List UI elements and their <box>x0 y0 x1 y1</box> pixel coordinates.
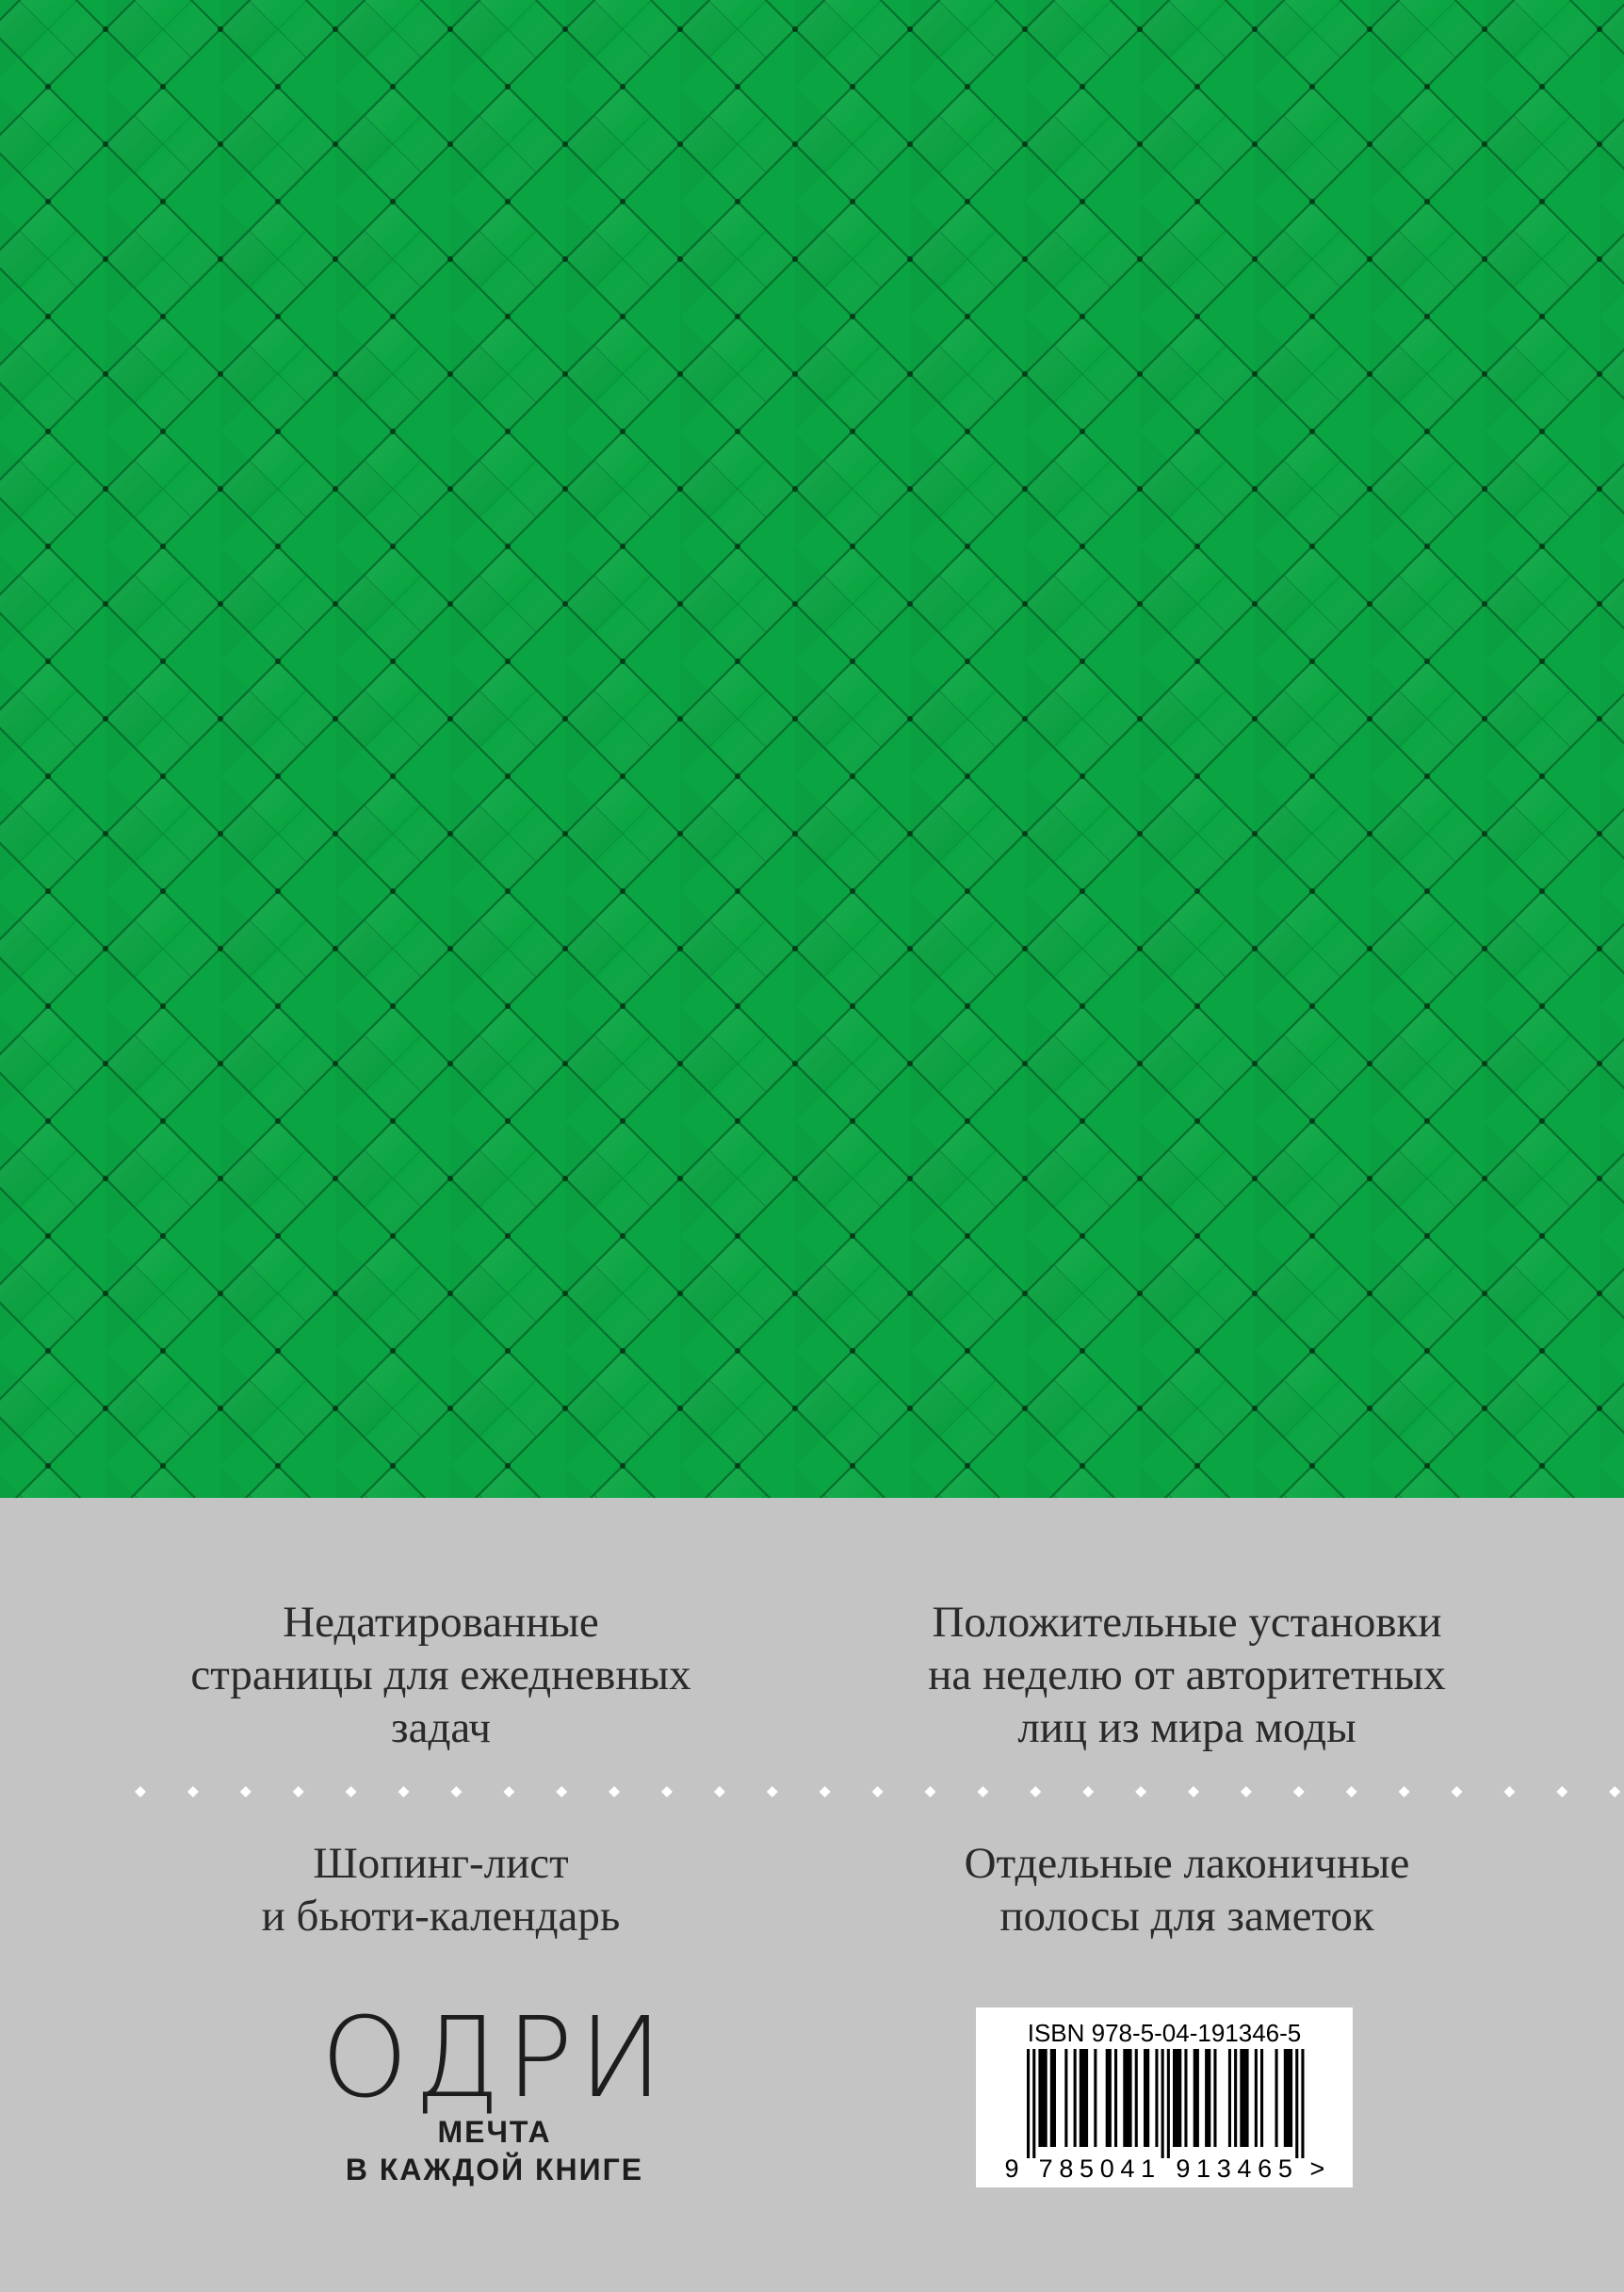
barcode-bar <box>1027 2049 1030 2158</box>
barcode-digit: 1 <box>1141 2154 1156 2183</box>
feature-undated-pages: Недатированные страницы для ежедневных задач <box>190 1598 691 1752</box>
barcode-bar <box>1123 2049 1131 2147</box>
divider-dot <box>1609 1786 1620 1797</box>
barcode-bar <box>1184 2049 1187 2147</box>
barcode-bar <box>1144 2049 1149 2147</box>
barcode-digit: 8 <box>1059 2154 1074 2183</box>
barcode-digit-lead: 9 <box>1004 2154 1019 2183</box>
divider-dot <box>1030 1786 1041 1797</box>
barcode-bar <box>1032 2049 1035 2158</box>
divider-dot <box>240 1786 252 1797</box>
barcode-bar <box>1114 2049 1117 2147</box>
barcode-bar <box>1080 2049 1088 2147</box>
divider-dot <box>556 1786 567 1797</box>
barcode-digit: 6 <box>1258 2154 1273 2183</box>
barcode-bars <box>976 2008 1353 2187</box>
feature-shopping-list: Шопинг-лист и бьюти-календарь <box>261 1839 621 1941</box>
divider-dot <box>1082 1786 1094 1797</box>
tagline-line-1: МЕЧТА <box>437 2115 552 2149</box>
barcode-bar <box>1240 2049 1248 2147</box>
divider-dot <box>1293 1786 1305 1797</box>
divider-dot <box>398 1786 410 1797</box>
barcode-bar <box>1173 2049 1181 2147</box>
isbn-label: ISBN 978-5-04-191346-5 <box>1027 2019 1302 2047</box>
barcode-bar <box>1275 2049 1278 2147</box>
divider-dot <box>1399 1786 1410 1797</box>
barcode-bar <box>1213 2049 1216 2147</box>
barcode-quiet-zone-mark: > <box>1309 2154 1325 2183</box>
divider-dot <box>820 1786 831 1797</box>
divider-dot <box>450 1786 462 1797</box>
tagline-line-2: В КАЖДОЙ КНИГЕ <box>345 2153 644 2186</box>
feature-notes-stripes: Отдельные лаконичные полосы для заметок <box>964 1839 1410 1941</box>
barcode-bar <box>1106 2049 1112 2147</box>
publisher-name: ОДРИ <box>320 1992 669 2122</box>
divider-dot <box>1135 1786 1146 1797</box>
divider-dot <box>872 1786 884 1797</box>
barcode-bar <box>1064 2049 1067 2147</box>
barcode-bar <box>1228 2049 1231 2147</box>
barcode-bar <box>1301 2049 1304 2158</box>
barcode-bar <box>1038 2049 1047 2147</box>
divider-dot <box>1556 1786 1567 1797</box>
divider-dot <box>503 1786 514 1797</box>
barcode-bar <box>1260 2049 1263 2147</box>
divider-dot <box>187 1786 199 1797</box>
divider-dot <box>609 1786 620 1797</box>
divider-dot <box>1452 1786 1463 1797</box>
divider-dot <box>1188 1786 1199 1797</box>
barcode-digit: 9 <box>1176 2154 1191 2183</box>
barcode-bar <box>1094 2049 1096 2147</box>
divider-dot <box>767 1786 778 1797</box>
barcode-digit: 3 <box>1216 2154 1231 2183</box>
divider-dot <box>346 1786 357 1797</box>
publisher-logo <box>283 1992 706 2188</box>
divider-dot <box>293 1786 304 1797</box>
divider-dot <box>135 1786 146 1797</box>
divider-dot <box>1503 1786 1515 1797</box>
barcode-bar <box>1161 2049 1164 2158</box>
barcode-digit: 4 <box>1237 2154 1252 2183</box>
barcode-bar <box>1050 2049 1056 2147</box>
barcode-bar <box>1205 2049 1210 2147</box>
barcode-digit: 1 <box>1196 2154 1211 2183</box>
barcode-bar <box>1155 2049 1158 2147</box>
barcode-digit: 7 <box>1038 2154 1053 2183</box>
divider-dot <box>714 1786 725 1797</box>
barcode-bar <box>1234 2049 1237 2147</box>
divider-dot <box>925 1786 936 1797</box>
barcode-bar <box>1167 2049 1170 2158</box>
barcode-digit: 5 <box>1277 2154 1292 2183</box>
divider-dot <box>1346 1786 1357 1797</box>
barcode-bar <box>1194 2049 1199 2147</box>
divider-dot <box>977 1786 988 1797</box>
barcode-bar <box>1074 2049 1077 2147</box>
isbn-barcode <box>976 2008 1353 2187</box>
barcode-bar <box>1295 2049 1298 2158</box>
dotted-divider <box>0 1780 1624 1803</box>
barcode-digit: 4 <box>1120 2154 1135 2183</box>
feature-weekly-affirmations: Положительные установки на неделю от авторитетных лиц из мира моды <box>928 1598 1446 1752</box>
barcode-bar <box>1255 2049 1258 2147</box>
barcode-bar <box>1135 2049 1138 2147</box>
divider-dot <box>661 1786 673 1797</box>
barcode-digit: 0 <box>1099 2154 1114 2183</box>
divider-dot <box>1241 1786 1252 1797</box>
barcode-digit: 5 <box>1080 2154 1095 2183</box>
barcode-bar <box>1284 2049 1292 2147</box>
